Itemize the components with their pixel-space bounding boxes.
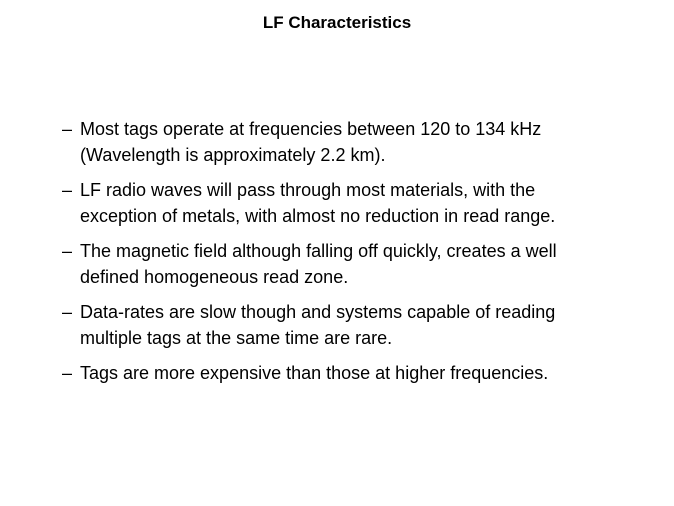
- bullet-marker: –: [62, 119, 73, 139]
- bullet-text: [80, 238, 662, 290]
- bullet-line: The magnetic field although falling off quickly, creates a well: [80, 241, 557, 261]
- bullet-text: [80, 116, 662, 168]
- bullet-line: Tags are more expensive than those at higher frequencies.: [80, 363, 549, 383]
- bullet-line: exception of metals, with almost no reduction in read range.: [80, 206, 556, 226]
- bullet-marker: –: [62, 241, 73, 261]
- slide-title: LF Characteristics: [262, 13, 412, 32]
- bullet-line: defined homogeneous read zone.: [80, 267, 349, 287]
- bullet-line: (Wavelength is approximately 2.2 km).: [80, 145, 386, 165]
- bullet-line: Most tags operate at frequencies between 120 to 134 kHz: [80, 119, 542, 139]
- bullet-item: [62, 177, 662, 229]
- bullet-text: [80, 177, 662, 229]
- bullet-line: LF radio waves will pass through most materials, with the: [80, 180, 536, 200]
- bullet-text: [80, 360, 662, 386]
- bullet-item: [62, 116, 662, 168]
- bullet-item: [62, 299, 662, 351]
- bullet-item: [62, 238, 662, 290]
- bullet-marker: –: [62, 180, 73, 200]
- bullet-list: [62, 116, 662, 395]
- bullet-text: [80, 299, 662, 351]
- bullet-item: [62, 360, 662, 386]
- bullet-line: Data-rates are slow though and systems capable of reading: [80, 302, 556, 322]
- bullet-marker: –: [62, 302, 73, 322]
- bullet-marker: –: [62, 363, 73, 383]
- bullet-line: multiple tags at the same time are rare.: [80, 328, 393, 348]
